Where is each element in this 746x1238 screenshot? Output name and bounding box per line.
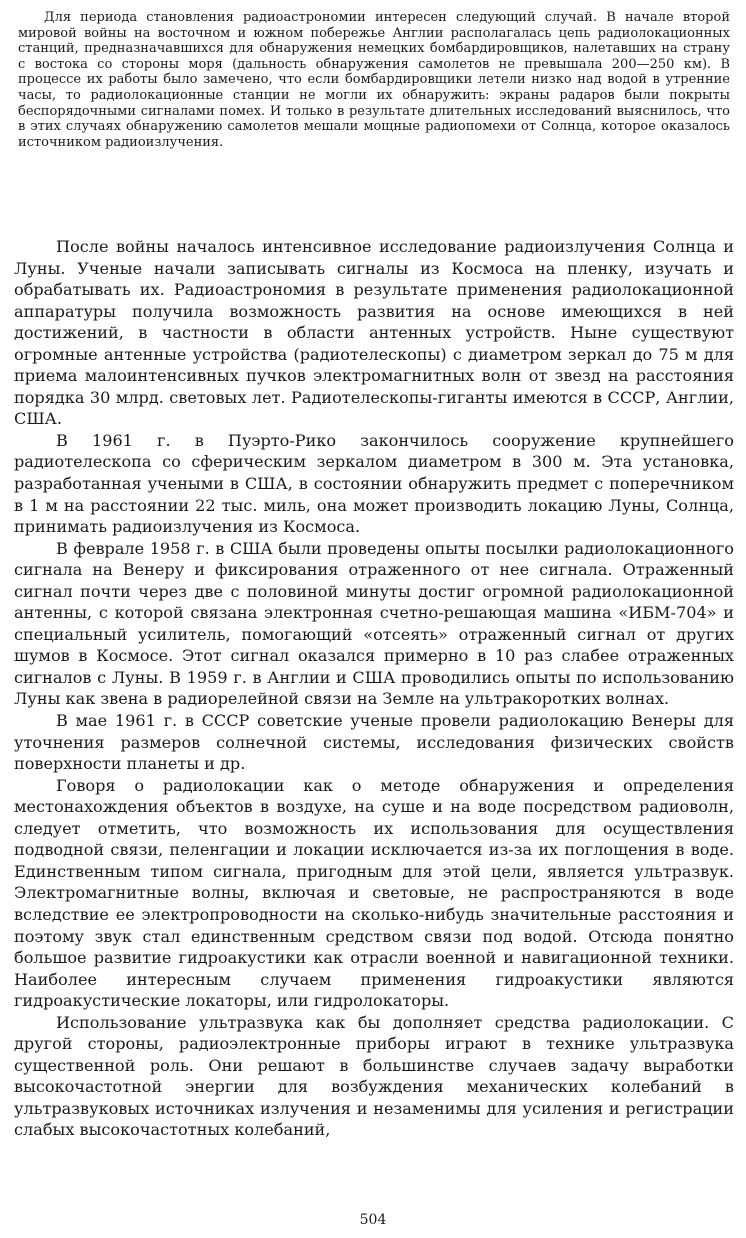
paragraph-venus-experiment-1958: В феврале 1958 г. в США были проведены опыты посылки радиолокационного сигнала на Венеру и фиксирования отраженного от нее сигнала. Отраженный сигнал почти через две с половиной минуты достиг огромной радиолокационной антенны, с которой связана электронная счетно-решающая машина «ИБМ-704» и специальный усилитель, помогающий «отсеять» отраженный сигнал от других шумов в Космосе. Этот сигнал оказался примерно в 10 раз слабее отраженных сигналов с Луны. В 1959 г. в Англии и США проводились опыты по использованию Луны как звена в радиорелейной связи на Земле на ультракоротких волнах. (14, 538, 734, 709)
paragraph-venus-radiolocation-1961: В мае 1961 г. в СССР советские ученые провели радиолокацию Венеры для уточнения размеров солнечной системы, исследования физических свойств поверхности планеты и др. (14, 711, 734, 774)
note-paragraph: Для периода становления радиоастрономии интересен следующий случай. В начале второй мировой войны на восточном и южном побережье Англии располагалась цепь радиолокационных станций, предназначавшихся для обнаружения немецких бомбардировщиков, налетавших на страну с востока со стороны моря (дальность обнаружения самолетов не превышала 200—250 км). В процессе их работы было замечено, что если бомбардировщики летели низко над водой в утренние часы, то радиолокационные станции не могли их обнаружить: экраны радаров были покрыты беспорядочными сигналами помех. И только в результате длительных исследований выяснилось, что в этих случаях обнаружению самолетов мешали мощные радиопомехи от Солнца, которое оказалось источником радиоизлучения. (18, 10, 730, 150)
small-print-note (18, 10, 730, 150)
page-number: 504 (359, 1212, 387, 1228)
paragraph-hydroacoustics: Говоря о радиолокации как о методе обнаружения и определения местонахождения объектов в воздухе, на суше и на воде посредством радиоволн, следует отметить, что возможность их использования для осуществления подводной связи, пеленгации и локации исключается из-за их поглощения в воде. Единственным типом сигнала, пригодным для этой цели, является ультразвук. Электромагнитные волны, включая и световые, не распространяются в воде вследствие ее электропроводности на сколько-нибудь значительные расстояния и поэтому звук стал единственным средством связи под водой. Отсюда понятно большое развитие гидроакустики как отрасли военной и навигационной техники. Наиболее интересным случаем применения гидроакустики являются гидроакустические локаторы, или гидролокаторы. (14, 775, 734, 1011)
paragraph-puerto-rico-telescope: В 1961 г. в Пуэрто-Рико закончилось сооружение крупнейшего радиотелескопа со сферическим зеркалом диаметром в 300 м. Эта установка, разработанная учеными в США, в состоянии обнаружить предмет с поперечником в 1 м на расстоянии 22 тыс. миль, она может производить локацию Луны, Солнца, принимать радиоизлучения из Космоса. (14, 430, 734, 537)
paragraph-postwar-radioastronomy: После войны началось интенсивное исследование радиоизлучения Солнца и Луны. Ученые начали записывать сигналы из Космоса на пленку, изучать и обрабатывать их. Радиоастрономия в результате применения радиолокационной аппаратуры получила возможность развития на основе имеющихся в ней достижений, в частности в области антенных устройств. Ныне существуют огромные антенные устройства (радиотелескопы) с диаметром зеркал до 75 м для приема малоинтенсивных пучков электромагнитных волн от звезд на расстояния порядка 30 млрд. световых лет. Радиотелескопы-гиганты имеются в СССР, Англии, США. (14, 237, 734, 429)
main-text (14, 236, 734, 1141)
paragraph-ultrasound: Использование ультразвука как бы дополняет средства радиолокации. С другой стороны, радиоэлектронные приборы играют в технике ультразвука существенной роль. Они решают в большинстве случаев задачу выработки высокочастотной энергии для возбуждения механических колебаний в ультразвуковых источниках излучения и незаменимы для усиления и регистрации слабых высокочастотных колебаний, (14, 1012, 734, 1140)
